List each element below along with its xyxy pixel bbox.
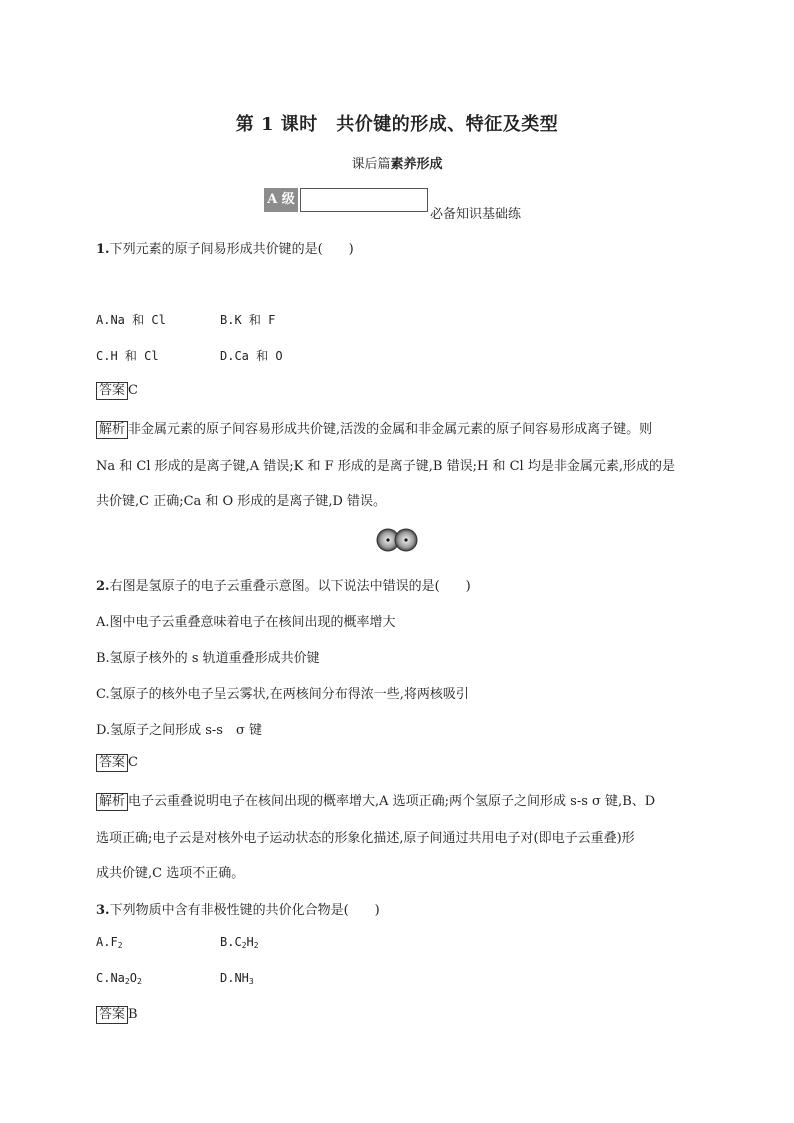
q1-option-c: C.H 和 Cl bbox=[96, 349, 159, 363]
q3-option-a: $A.F_2$ bbox=[96, 935, 123, 950]
level-badge: A 级 bbox=[264, 188, 298, 212]
q1-option-b: B.K 和 F bbox=[220, 313, 276, 327]
q2-option-a: A.图中电子云重叠意味着电子在核间出现的概率增大 bbox=[96, 615, 396, 630]
q2-option-b: B.氢原子核外的 s 轨道重叠形成共价键 bbox=[96, 651, 320, 666]
q3-option-b: $B.C_2H_2$ bbox=[220, 935, 259, 950]
q3-option-d: $D.NH_3$ bbox=[220, 971, 254, 986]
q3-answer: 答案 B bbox=[96, 1006, 138, 1024]
q1-analysis-line-1: 解析 非金属元素的原子间容易形成共价键,活泼的金属和非金属元素的原子间容易形成离子键。则 bbox=[96, 418, 652, 439]
nucleus-right bbox=[404, 538, 407, 541]
analysis-label: 解析 bbox=[96, 421, 128, 439]
answer-label: 答案 bbox=[96, 1006, 128, 1024]
q1-option-a: A.Na 和 Cl bbox=[96, 313, 166, 327]
level-label: 必备知识基础练 bbox=[430, 207, 522, 222]
electron-cloud-figure bbox=[375, 528, 421, 552]
nucleus-left bbox=[386, 538, 389, 541]
q2-analysis-line-3: 成共价键,C 选项不正确。 bbox=[96, 866, 245, 881]
question-3: 3.下列物质中含有非极性键的共价化合物是( ) bbox=[96, 903, 380, 918]
q1-analysis-line-2: Na 和 Cl 形成的是离子键,A 错误;K 和 F 形成的是离子键,B 错误;H 和 Cl 均是非金属元素,形成的是 bbox=[96, 459, 675, 474]
level-box bbox=[300, 188, 428, 212]
analysis-label: 解析 bbox=[96, 793, 128, 811]
q1-option-d: D.Ca 和 O bbox=[220, 349, 283, 363]
q3-option-c: $C.Na_2O_2$ bbox=[96, 971, 142, 986]
q1-answer: 答案 C bbox=[96, 382, 138, 400]
question-2: 2.右图是氢原子的电子云重叠示意图。以下说法中错误的是( ) bbox=[96, 579, 471, 594]
page-title: 第 1 课时 共价键的形成、特征及类型 bbox=[235, 114, 559, 135]
q1-analysis-line-3: 共价键,C 正确;Ca 和 O 形成的是离子键,D 错误。 bbox=[96, 494, 387, 509]
q2-analysis-line-1: 解析 电子云重叠说明电子在核间出现的概率增大,A 选项正确;两个氢原子之间形成 s-s σ 键,B、D bbox=[96, 790, 655, 811]
q2-analysis-line-2: 选项正确;电子云是对核外电子运动状态的形象化描述,原子间通过共用电子对(即电子云重叠)形 bbox=[96, 831, 635, 846]
answer-label: 答案 bbox=[96, 754, 128, 772]
q2-option-d: D.氢原子之间形成 s-s σ 键 bbox=[96, 723, 262, 738]
q2-answer: 答案 C bbox=[96, 754, 138, 772]
q2-option-c: C.氢原子的核外电子呈云雾状,在两核间分布得浓一些,将两核吸引 bbox=[96, 687, 469, 702]
answer-label: 答案 bbox=[96, 382, 128, 400]
page-subtitle: 课后篇素养形成 bbox=[351, 157, 443, 172]
question-1: 1.下列元素的原子间易形成共价键的是( ) bbox=[96, 242, 354, 257]
